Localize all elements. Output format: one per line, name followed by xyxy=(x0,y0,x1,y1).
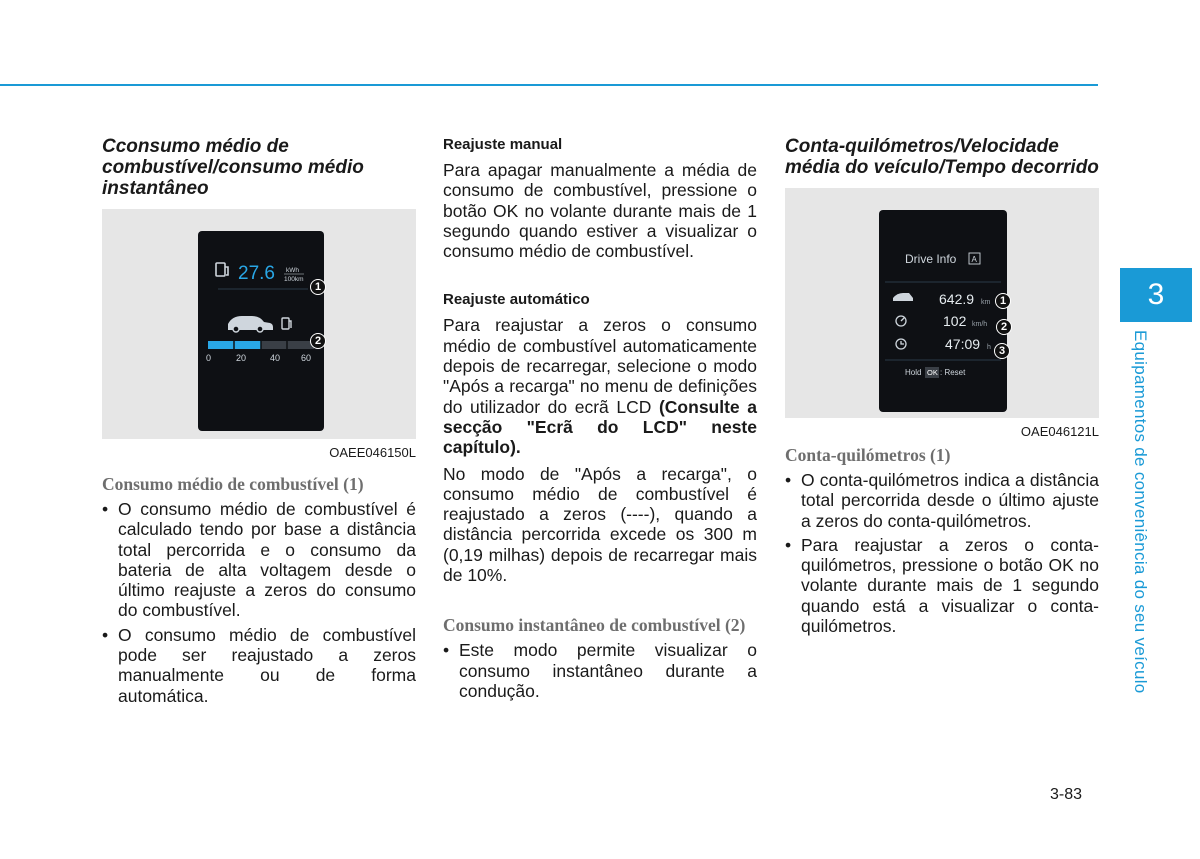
list-item: • Este modo permite visualizar o consumo instantâneo durante a condução. xyxy=(443,640,757,701)
odometer-unit: km xyxy=(981,299,991,306)
callout-1: 1 xyxy=(995,293,1011,309)
drive-info-screen xyxy=(879,210,1007,412)
callout-1: 1 xyxy=(310,279,326,295)
time-value: 47:09 xyxy=(945,336,981,352)
ok-label: OK xyxy=(927,368,938,377)
section-heading-fuel-consumption: Cconsumo médio de combustível/consumo médio instantâneo xyxy=(102,136,364,199)
list-item: • O consumo médio de combustível pode ser reajustado a zeros manualmente ou de forma automática. xyxy=(102,625,416,706)
subheading-instant-consumption: Consumo instantâneo de combustível (2) xyxy=(443,615,746,636)
clock-icon xyxy=(896,339,906,349)
chapter-title-vertical xyxy=(1130,330,1150,694)
fuel-pump-small-icon xyxy=(282,318,291,329)
automatic-reset-text xyxy=(443,315,757,457)
average-consumption-value: 27.6 xyxy=(238,263,275,284)
chapter-tab: 3 xyxy=(1120,268,1192,322)
subheading-average-consumption: Consumo médio de combustível (1) xyxy=(102,474,364,494)
column-right xyxy=(785,136,1099,640)
callout-3: 3 xyxy=(994,343,1010,359)
page-number: 3-83 xyxy=(1050,786,1083,803)
unit-top: kWh xyxy=(286,267,299,274)
list-item: • O consumo médio de combustível é calculado tendo por base a distância total percorrida e o consumo da bateria de alta voltagem desde o último reajuste a zeros do consumo do combustível. xyxy=(102,499,416,621)
bullet-list xyxy=(102,499,416,706)
figure-caption: OAEE046150L xyxy=(329,445,416,460)
callout-2: 2 xyxy=(996,319,1012,335)
time-unit: h xyxy=(987,344,991,351)
cluster-screen xyxy=(198,231,324,431)
scale-label-0: 0 xyxy=(206,353,212,363)
figure-fuel-consumption xyxy=(102,209,416,439)
column-middle xyxy=(443,136,757,705)
odometer-icon xyxy=(893,293,913,301)
list-item: • Para reajustar a zeros o conta-quilómetros, pressione o botão OK no volante durante mais de 1 segundo quando está a visualizar o conta-quilómetros. xyxy=(785,535,1099,636)
figure-drive-info xyxy=(785,188,1099,418)
scale-label-3: 60 xyxy=(301,353,312,363)
header-rule xyxy=(0,84,1098,86)
column-left xyxy=(102,136,416,710)
speedometer-icon xyxy=(896,316,906,326)
list-item: • O conta-quilómetros indica a distância total percorrida desde o último ajuste a zeros do conta-quilómetros. xyxy=(785,470,1099,531)
drive-info-badge: A xyxy=(971,255,977,264)
bullet-list xyxy=(443,640,757,701)
speed-value: 102 xyxy=(943,313,967,329)
hold-label: Hold xyxy=(905,368,922,377)
heading-automatic-reset: Reajuste automático xyxy=(443,291,590,309)
callout-2: 2 xyxy=(310,333,326,349)
figure-caption: OAE046121L xyxy=(1020,424,1099,439)
drive-info-title: Drive Info xyxy=(905,252,957,266)
subheading-odometer: Conta-quilómetros (1) xyxy=(785,445,951,465)
speed-unit: km/h xyxy=(972,321,988,328)
after-recharge-text: No modo de "Após a recarga", o consumo médio de combustível é reajustado a zeros (----), quando a distância percorrida excede os 300 m (0,19 milhas) depois de recarregar mais de 10%. xyxy=(443,463,757,586)
cluster-display-graphic xyxy=(198,231,324,431)
unit-bottom: 100km xyxy=(284,276,304,283)
automatic-reset-text-main: Para reajustar a zeros o consumo médio de combustível automaticamente depois de recarregar, selecione o modo "Após a recarga" no menu de definições do utilizador do ecrã LCD xyxy=(443,315,757,417)
chapter-title: Equipamentos de conveniência do seu veículo xyxy=(1131,330,1150,694)
car-icon xyxy=(228,316,273,332)
automatic-reset-reference: (Consulte a secção "Ecrã do LCD" neste capítulo). xyxy=(443,396,757,458)
scale-label-2: 40 xyxy=(270,353,281,363)
heading-manual-reset: Reajuste manual xyxy=(443,136,563,153)
odometer-value: 642.9 xyxy=(939,291,975,307)
section-heading-odometer: Conta-quilómetros/Velocidade média do veículo/Tempo decorrido xyxy=(785,136,1099,178)
fuel-pump-icon xyxy=(216,263,228,276)
manual-reset-text: Para apagar manualmente a média de consumo de combustível, pressione o botão OK no volante durante mais de 1 segundo quando estiver a visualizar o consumo médio de combustível. xyxy=(443,160,757,262)
scale-label-1: 20 xyxy=(236,353,247,363)
reset-label: : Reset xyxy=(940,368,966,377)
drive-info-graphic xyxy=(879,210,1007,412)
bullet-list xyxy=(785,470,1099,636)
